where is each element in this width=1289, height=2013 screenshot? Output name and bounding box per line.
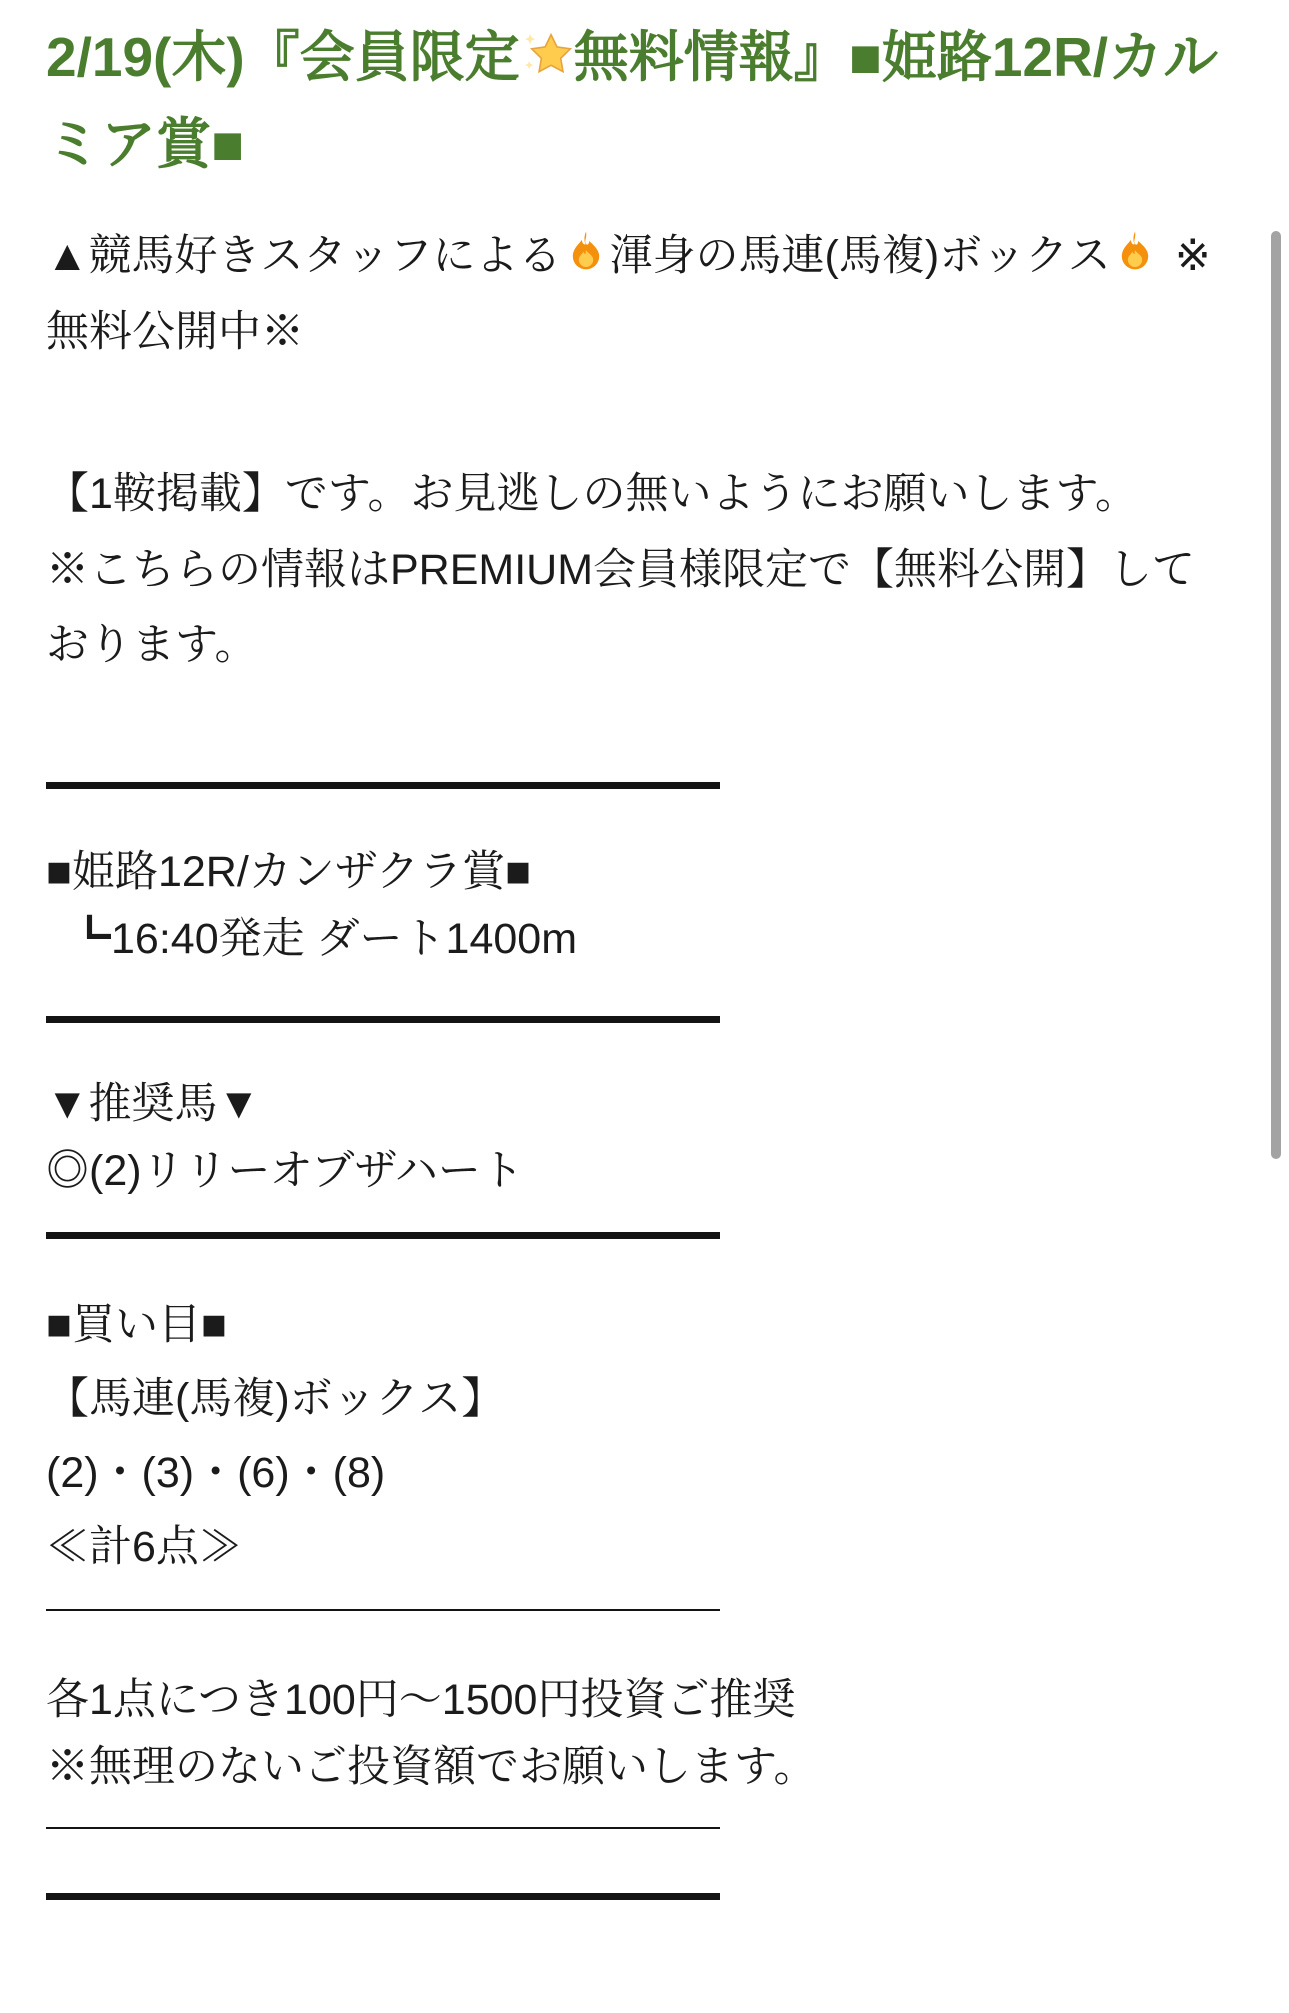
bets-heading: ■買い目■	[46, 1301, 227, 1350]
section-divider-thin	[46, 1609, 720, 1611]
bet-total: ≪計6点≫	[46, 1523, 242, 1572]
lead-part1: ▲競馬好きスタッフによる	[46, 231, 562, 280]
race-title: ■姫路12R/カンザクラ賞■	[46, 847, 532, 896]
page-title-suffix: 無料情報』■姫路12R/カルミア賞■	[46, 26, 1219, 175]
scrollbar-thumb[interactable]	[1271, 231, 1281, 1159]
bet-type: 【馬連(馬複)ボックス】	[46, 1375, 505, 1424]
fire-emoji	[1111, 228, 1159, 276]
bet-numbers: (2)・(3)・(6)・(8)	[46, 1449, 386, 1498]
lead-part2: 渾身の馬連(馬複)ボックス	[609, 231, 1111, 280]
lead-part3: ※無料公開中※	[46, 231, 1211, 357]
race-detail: ┗16:40発走 ダート1400m	[68, 914, 578, 963]
recommendation-heading: ▼推奨馬▼	[46, 1080, 261, 1129]
section-divider	[46, 1016, 720, 1023]
page-title	[46, 14, 1229, 188]
recommended-horse: ◎(2)リリーオブザハート	[46, 1146, 524, 1195]
page-title-prefix: 2/19(木)『会員限定	[46, 26, 520, 88]
investment-advice: 各1点につき100円〜1500円投資ご推奨	[46, 1676, 796, 1725]
page	[0, 14, 1289, 1900]
section-divider	[46, 1893, 720, 1900]
note-premium: ※こちらの情報はPREMIUM会員様限定で【無料公開】しております。	[46, 545, 1196, 670]
note-publish: 【1鞍掲載】です。お見逃しの無いようにお願いします。	[46, 469, 1139, 518]
section-divider-thin	[46, 1827, 720, 1829]
lead-text	[46, 218, 1229, 371]
article-content	[0, 14, 1289, 1900]
fire-emoji	[562, 228, 610, 276]
section-divider	[46, 782, 720, 789]
section-divider	[46, 1232, 720, 1239]
investment-note: ※無理のないご投資額でお願いします。	[46, 1742, 817, 1791]
glowing-star-emoji	[520, 28, 574, 82]
